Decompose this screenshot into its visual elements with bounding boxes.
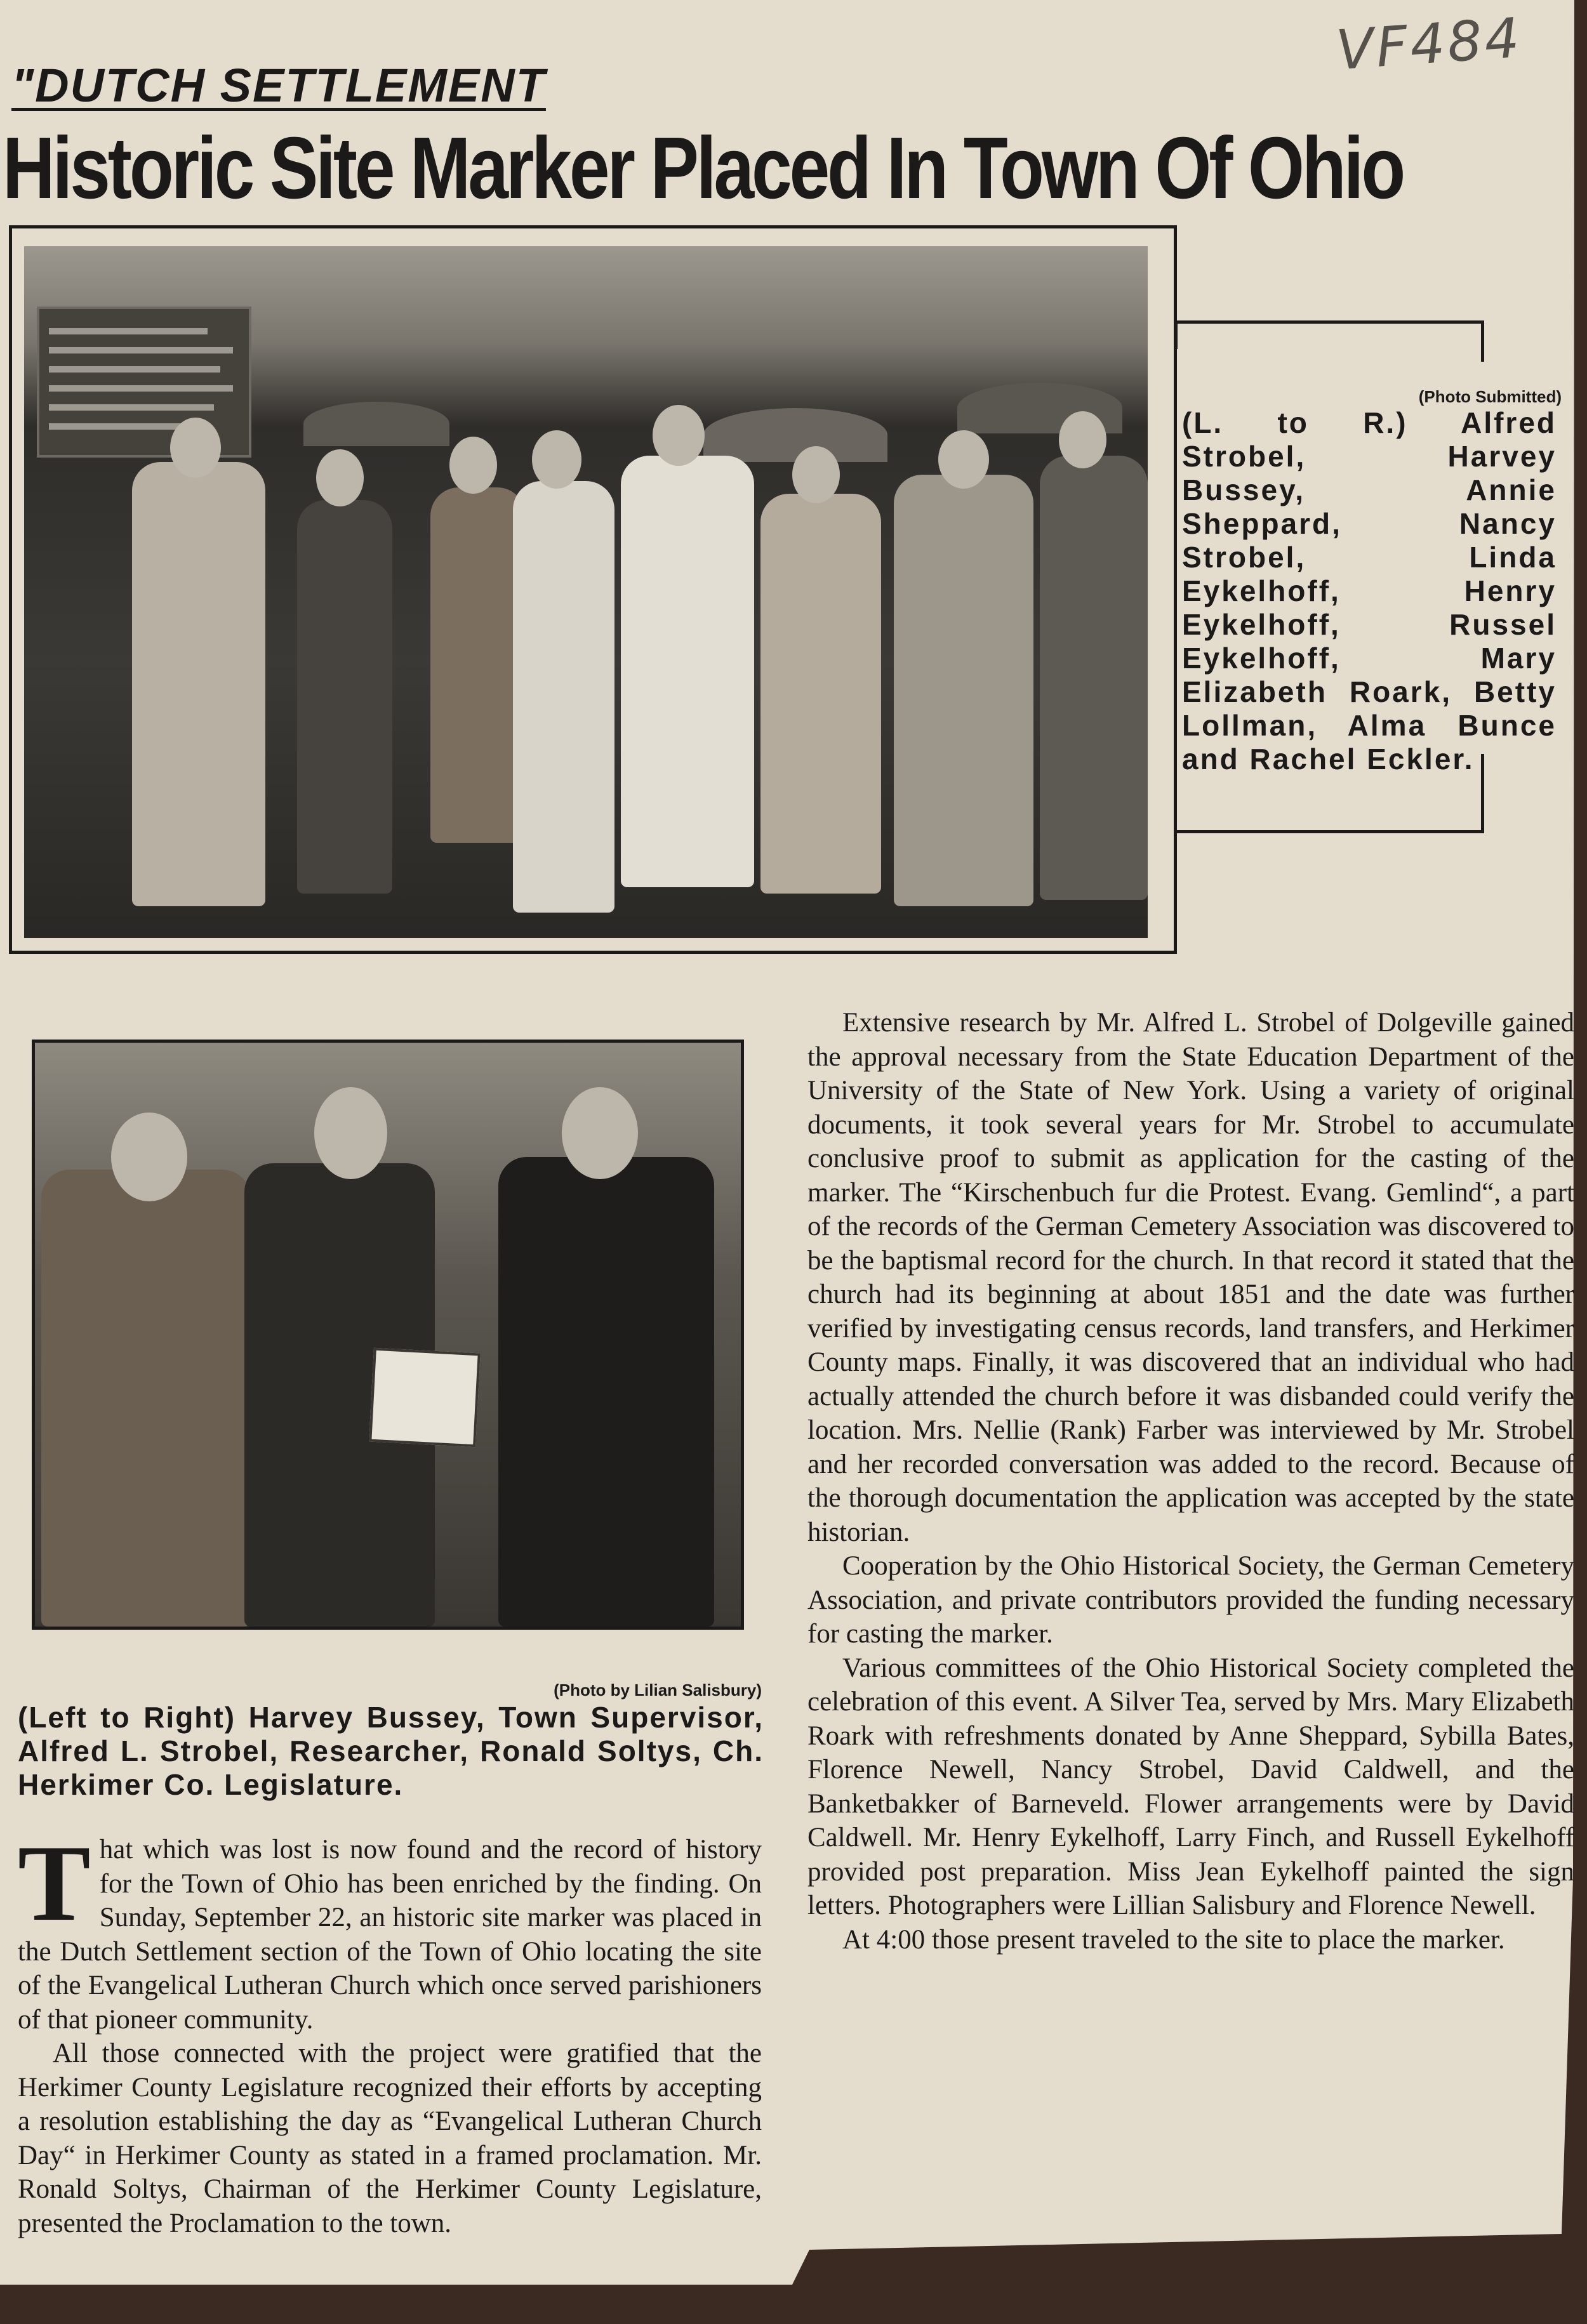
presentation-photo (32, 1040, 744, 1630)
article-column-left (18, 1823, 762, 2240)
photo-credit-bottom: (Photo by Lilian Salisbury) (554, 1680, 762, 1700)
drop-cap: T (18, 1823, 91, 1944)
article-paragraph: All those connected with the project were gratified that the Herkimer County Legislature recognized their efforts by accepting a resolution establishing the day as “Evangelical Lutheran Church Day“ in Herkimer County as stated in a framed proclamation. Mr. Ronald Soltys, Chairman of the Herkimer County Legislature, presented the Proclamation to the town. (18, 2038, 762, 2238)
article-paragraph: Extensive research by Mr. Alfred L. Strobel of Dolgeville gained the approval necessary from the State Education Department of the University of the State of New York. Using a variety of original documents, it took several years for Mr. Strobel to accumulate conclusive proof to submit as application for the casting of the marker. The “Kirschenbuch fur die Protest. Evang. Gemlind“, a part of the records of the German Cemetery Association was discovered to be the baptismal record for the church. In that record it stated that the church had its beginning at about 1851 and the date was further verified by investigating census records, land transfers, and Herkimer County maps. Finally, it was discovered that an individual who had actually attended the church before it was disbanded could verify the location. Mrs. Nellie (Rank) Farber was interviewed by Mr. Strobel and her recorded conversation was added to the record. Because of the thorough documentation the application was accepted by the state historian. (807, 1008, 1574, 1547)
historic-marker-sign (37, 307, 251, 458)
kicker-headline: "DUTCH SETTLEMENT (11, 59, 546, 112)
proclamation-certificate (369, 1348, 481, 1448)
photo-caption-top: (L. to R.) Alfred Strobel, Harvey Bussey, Annie Sheppard, Nancy Strobel, Linda Eykelhoff, Henry Eykelhoff, Russel Eykelhoff, Mary Elizabeth Roark, Betty Lollman, Alma Bunce and Rachel Eckler. (1182, 406, 1557, 776)
article-paragraph: At 4:00 those present traveled to the site to place the marker. (842, 1924, 1505, 1955)
article-paragraph: Various committees of the Ohio Historical Society completed the celebration of this event. A Silver Tea, served by Mrs. Mary Elizabeth Roark with refreshments donated by Anne Sheppard, Sybilla Bates, Florence Newell, Nancy Strobel, David Caldwell, and the Banketbakker of Barneveld. Flower arrangements were by David Caldwell. Mr. Henry Eykelhoff, Larry Finch, and Russell Eykelhoff provided post preparation. Miss Jean Eykelhoff painted the sign letters. Photographers were Lillian Salisbury and Florence Newell. (807, 1653, 1574, 1920)
article-paragraph: That which was lost is now found and the record of history for the Town of Ohio has been enriched by the finding. On Sunday, September 22, an historic site marker was placed in the Dutch Settlement section of the Town of Ohio locating the site of the Evangelical Lutheran Church which once served parishioners of that pioneer community. (18, 1823, 762, 2035)
article-paragraph: Cooperation by the Ohio Historical Society, the German Cemetery Association, and private contributors provided the funding necessary for casting the marker. (807, 1551, 1574, 1649)
photo-credit-top: (Photo Submitted) (1418, 387, 1562, 406)
group-photo (24, 246, 1148, 938)
main-headline: Historic Site Marker Placed In Town Of Ohio (3, 119, 1404, 217)
article-column-right (807, 1006, 1574, 1957)
handwritten-annotation: VF484 (1334, 6, 1524, 83)
photo-caption-bottom: (Left to Right) Harvey Bussey, Town Supervisor, Alfred L. Strobel, Researcher, Ronald Soltys, Ch. Herkimer Co. Legislature. (18, 1701, 764, 1801)
